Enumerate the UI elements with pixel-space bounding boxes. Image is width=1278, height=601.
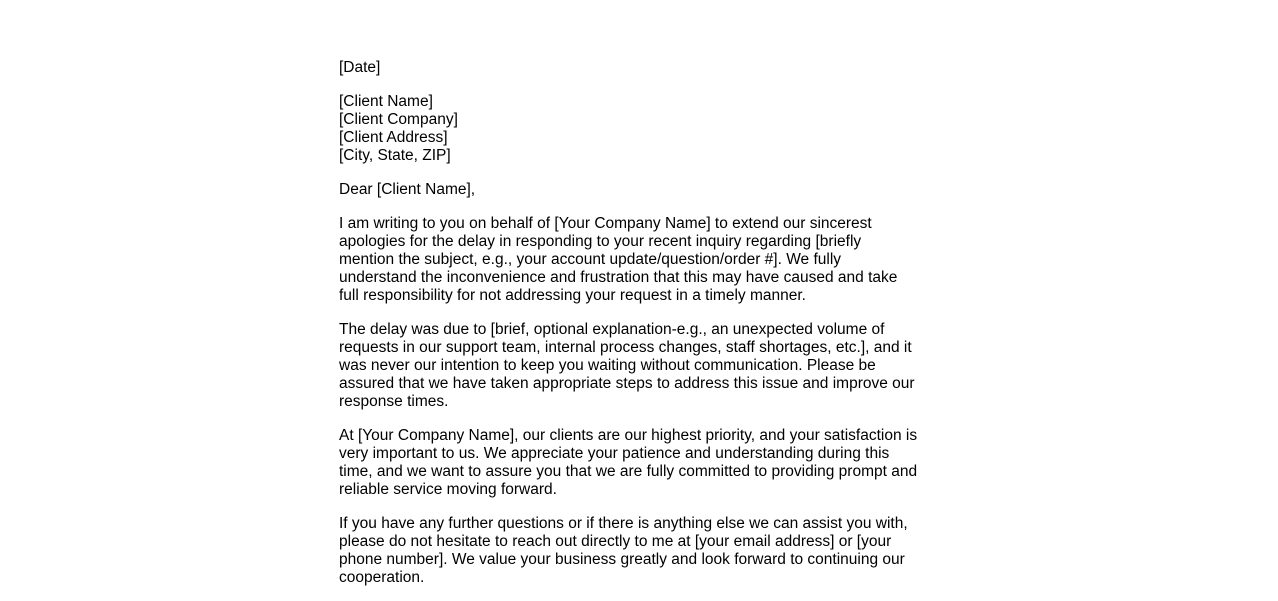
body-paragraph-1 (339, 215, 939, 305)
recipient-address: [Client Address] (339, 129, 448, 146)
paragraph-line: understand the inconvenience and frustration that this may have caused and take (339, 269, 898, 286)
body-paragraph-3 (339, 427, 939, 499)
body-paragraph-2 (339, 321, 939, 411)
paragraph-line: reliable service moving forward. (339, 481, 557, 498)
paragraph-line: I am writing to you on behalf of [Your Company Name] to extend our sincerest (339, 215, 872, 232)
paragraph-line: At [Your Company Name], our clients are our highest priority, and your satisfaction is (339, 427, 918, 444)
date-line: [Date] (339, 59, 381, 76)
paragraph-line: was never our intention to keep you waiting without communication. Please be (339, 357, 876, 374)
paragraph-line: mention the subject, e.g., your account update/question/order #]. We fully (339, 251, 842, 268)
salutation-line: Dear [Client Name], (339, 181, 476, 198)
paragraph-line: full responsibility for not addressing your request in a timely manner. (339, 287, 806, 304)
recipient-company: [Client Company] (339, 111, 458, 128)
paragraph-line: assured that we have taken appropriate steps to address this issue and improve our (339, 375, 915, 392)
recipient-address-block (339, 93, 939, 165)
paragraph-line: The delay was due to [brief, optional explanation-e.g., an unexpected volume of (339, 321, 885, 338)
paragraph-line: very important to us. We appreciate your patience and understanding during this (339, 445, 890, 462)
paragraph-line: phone number]. We value your business greatly and look forward to continuing our (339, 551, 905, 568)
paragraph-line: requests in our support team, internal process changes, staff shortages, etc.], and it (339, 339, 912, 356)
paragraph-line: time, and we want to assure you that we are fully committed to providing prompt and (339, 463, 918, 480)
paragraph-line: If you have any further questions or if there is anything else we can assist you with, (339, 515, 908, 532)
paragraph-line: please do not hesitate to reach out directly to me at [your email address] or [your (339, 533, 892, 550)
recipient-city-state-zip: [City, State, ZIP] (339, 147, 451, 164)
paragraph-line: response times. (339, 393, 449, 410)
recipient-name: [Client Name] (339, 93, 433, 110)
paragraph-line: cooperation. (339, 569, 425, 586)
salutation (339, 181, 939, 199)
letter-body (339, 59, 939, 601)
letter-date (339, 59, 939, 77)
body-paragraph-4 (339, 515, 939, 587)
paragraph-line: apologies for the delay in responding to your recent inquiry regarding [briefly (339, 233, 862, 250)
